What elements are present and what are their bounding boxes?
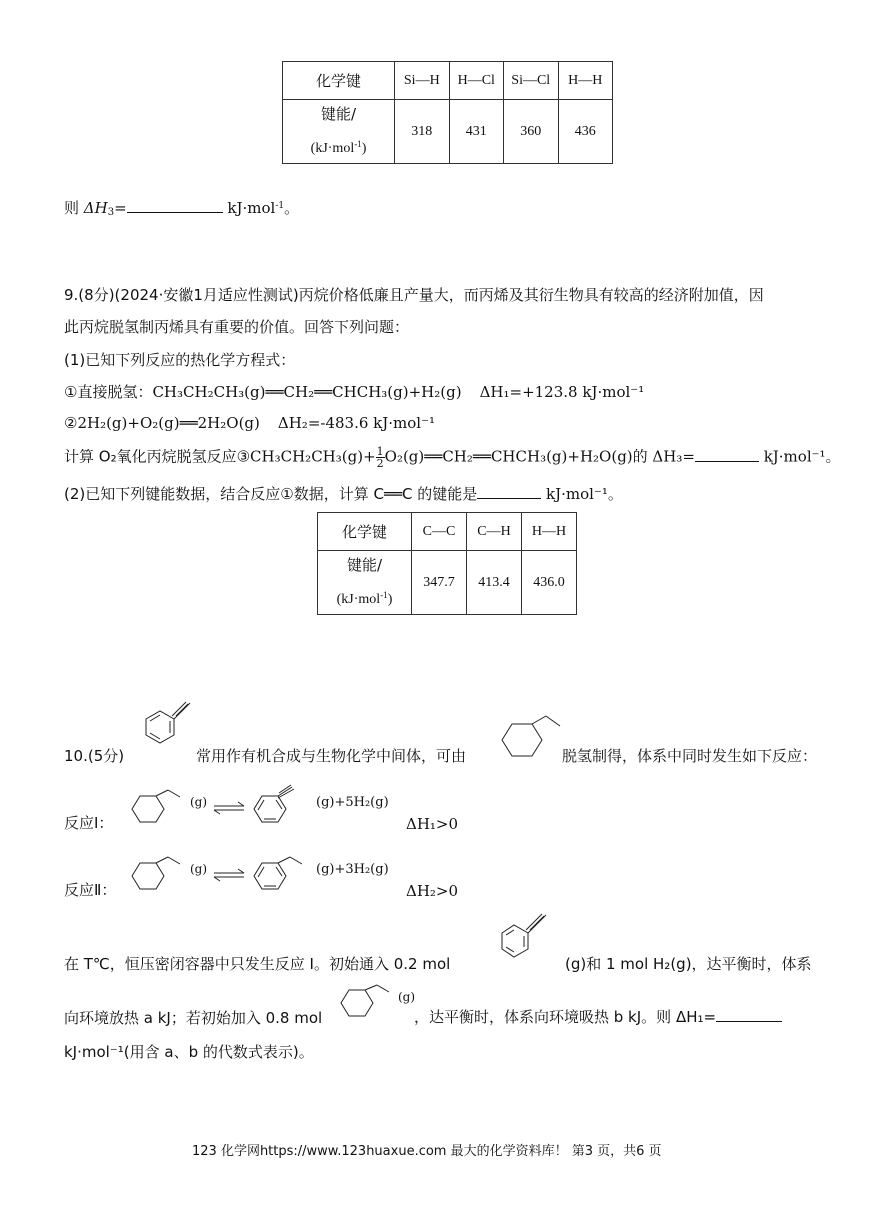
reaction-II-label: 反应Ⅱ： (64, 881, 117, 899)
row-label-line1: 键能/ (320, 105, 357, 123)
q9-intro-line1: 9.(8分)(2024·安徽1月适应性测试)丙烷价格低廉且产量大，而丙烯及其衍生物具有较高的经济附加值，因 (64, 286, 764, 304)
r2-equation: ②2H₂(g)+O₂(g)══2H₂O(g) (64, 414, 260, 432)
row-label-line2: (kJ·mol (310, 141, 355, 156)
dh3-prefix: 则 (64, 199, 84, 217)
q9-reaction1 (64, 382, 644, 402)
ethylcyclohexane-structure-icon (338, 983, 404, 1027)
table-header-cell: Si—H (395, 62, 449, 100)
dh3-answer-line (64, 196, 299, 223)
reaction-II-enthalpy: ΔH₂>0 (406, 882, 459, 900)
answer-blank[interactable] (695, 447, 759, 462)
row-label-exp: -1 (380, 590, 388, 600)
reaction-I-products: (g)+5H₂(g) (316, 795, 389, 810)
calc-equation-b: O₂(g)══CH₂══CHCH₃(g)+H₂O(g)的 ΔH₃= (384, 447, 695, 466)
row-label-line1: 键能/ (346, 556, 383, 574)
page-footer: 123 化学网https://www.123huaxue.com 最大的化学资料库！ 第3 页，共6 页 (192, 1144, 662, 1159)
bond-energy-table-1 (282, 61, 613, 164)
r2-enthalpy: ΔH₂=-483.6 kJ·mol⁻¹ (277, 414, 436, 432)
table-cell: 360 (504, 100, 558, 164)
q10-para-line1b: (g)和 1 mol H₂(g)，达平衡时，体系 (565, 955, 812, 973)
reaction-II-reactant-phase: (g) (190, 862, 208, 876)
q10-para-line1a: 在 T℃，恒压密闭容器中只发生反应 Ⅰ。初始通入 0.2 mol (64, 955, 451, 973)
table-header-cell: 化学键 (283, 62, 395, 100)
answer-blank[interactable] (127, 198, 223, 213)
q9-intro-line2: 此丙烷脱氢制丙烯具有重要的价值。回答下列问题： (64, 318, 410, 336)
row-label-cell (283, 100, 395, 164)
dh3-exp: -1 (275, 201, 285, 211)
r1-label: ①直接脱氢： (64, 383, 153, 401)
table-header-cell: Si—Cl (504, 62, 558, 100)
calc-prefix: 计算 O₂氧化丙烷脱氢反应③ (64, 447, 251, 466)
q9-part1: (1)已知下列反应的热化学方程式： (64, 351, 296, 369)
table-cell: 436.0 (522, 551, 577, 615)
dh3-sub: 3 (107, 207, 115, 218)
frac-num: 1 (376, 445, 384, 458)
fraction-one-half (376, 446, 385, 469)
phenylacetylene-structure-icon (494, 905, 560, 971)
table-header-cell: H—Cl (449, 62, 503, 100)
r1-enthalpy: ΔH₁=+123.8 kJ·mol⁻¹ (479, 383, 645, 401)
part2-unit: kJ·mol⁻¹。 (541, 485, 623, 503)
table-header-cell: 化学键 (318, 513, 412, 551)
bond-energy-table-2 (317, 512, 577, 615)
q10-para-line2-phase: (g) (398, 990, 416, 1004)
table-cell: 431 (449, 100, 503, 164)
calc-equation-a: CH₃CH₂CH₃(g)+ (250, 447, 376, 466)
row-label-line2: (kJ·mol (336, 592, 381, 607)
table-cell: 413.4 (467, 551, 522, 615)
q10-text-a: 常用作有机合成与生物化学中间体，可由 (196, 747, 467, 765)
reaction-II-products: (g)+3H₂(g) (316, 862, 389, 877)
dh3-delta: ΔH (83, 199, 108, 217)
q10-text-b: 脱氢制得，体系中同时发生如下反应： (562, 747, 818, 765)
row-label-exp: -1 (354, 139, 362, 149)
q10-number: 10.(5分) (64, 747, 125, 765)
row-label-cell (318, 551, 412, 615)
q10-para-line2a: 向环境放热 a kJ；若初始加入 0.8 mol (64, 1009, 323, 1027)
ethylcyclohexane-structure-icon (498, 712, 564, 768)
table-header-cell: H—H (558, 62, 613, 100)
row-label-close: ) (361, 141, 367, 156)
q9-calc-line (64, 446, 841, 469)
calc-unit: kJ·mol⁻¹。 (758, 447, 841, 466)
dh3-unit: kJ·mol (222, 199, 276, 217)
table-cell: 436 (558, 100, 613, 164)
q9-part2 (64, 484, 623, 504)
r1-equation: CH₃CH₂CH₃(g)══CH₂══CHCH₃(g)+H₂(g) (152, 383, 462, 401)
answer-blank[interactable] (716, 1007, 782, 1022)
reaction-I-reactant-phase: (g) (190, 795, 208, 809)
table-cell: 347.7 (412, 551, 467, 615)
part2-text: (2)已知下列键能数据，结合反应①数据，计算 C══C 的键能是 (64, 485, 478, 503)
q10-para-line3: kJ·mol⁻¹(用含 a、b 的代数式表示)。 (64, 1043, 314, 1061)
q10-para-line2b: ，达平衡时，体系向环境吸热 b kJ。则 ΔH₁= (414, 1008, 717, 1026)
dh3-eq: = (114, 199, 127, 217)
answer-blank[interactable] (477, 484, 541, 499)
phenylacetylene-structure-icon (124, 697, 194, 767)
table-cell: 318 (395, 100, 449, 164)
q10-para-line2b-wrap (414, 1007, 782, 1027)
table-header-cell: C—H (467, 513, 522, 551)
dh3-end: 。 (284, 199, 300, 217)
reaction-I-label: 反应Ⅰ： (64, 814, 114, 832)
frac-den: 2 (376, 457, 384, 470)
table-header-cell: H—H (522, 513, 577, 551)
row-label-close: ) (387, 592, 393, 607)
reaction-I-enthalpy: ΔH₁>0 (406, 815, 459, 833)
table-header-cell: C—C (412, 513, 467, 551)
q9-reaction2 (64, 413, 435, 433)
